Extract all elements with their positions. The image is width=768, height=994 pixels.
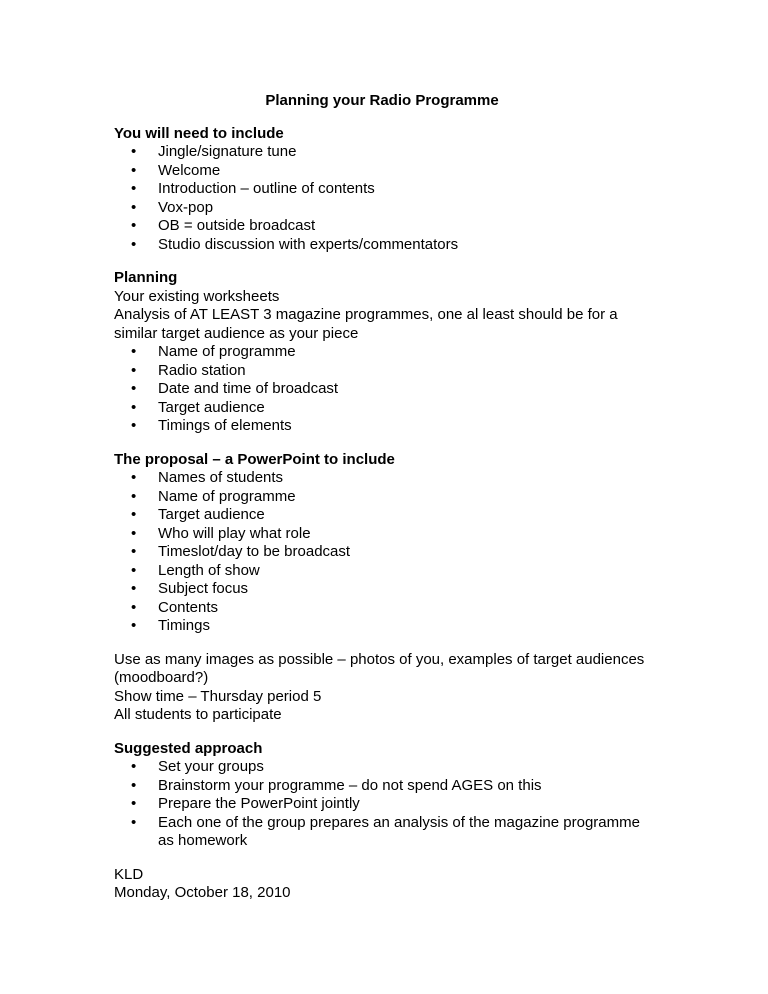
bullet-icon: • [131, 795, 137, 812]
list-item: • Timings of elements [131, 417, 292, 434]
bullet-icon: • [131, 813, 137, 831]
list-item: • Radio station [131, 361, 246, 379]
list-item: • Timeslot/day to be broadcast [131, 543, 351, 560]
bullet-icon: • [131, 398, 137, 416]
include-list [114, 143, 654, 254]
bullet-icon: • [131, 161, 137, 179]
bullet-icon: • [131, 198, 137, 216]
list-item: • Each one of the group prepares an analysis of the magazine programme as homework [131, 813, 640, 849]
author-initials: KLD [114, 865, 144, 883]
bullet-icon: • [131, 598, 137, 616]
planning-list [114, 343, 654, 436]
showtime-line: Show time – Thursday period 5 [114, 687, 322, 705]
list-item: • Target audience [131, 398, 265, 416]
list-item: • Contents [131, 598, 219, 616]
bullet-icon: • [131, 380, 137, 397]
document-date: Monday, October 18, 2010 [114, 884, 291, 901]
section-heading-proposal: The proposal – a PowerPoint to include [114, 450, 395, 468]
list-item: • Introduction – outline of contents [131, 180, 375, 197]
bullet-icon: • [131, 506, 137, 523]
bullet-icon: • [131, 543, 137, 560]
list-item: • Date and time of broadcast [131, 380, 339, 397]
bullet-icon: • [131, 524, 137, 542]
list-item: • Set your groups [131, 758, 264, 775]
bullet-icon: • [131, 180, 137, 197]
list-item: • Subject focus [131, 580, 249, 597]
participate-line: All students to participate [114, 706, 282, 723]
bullet-icon: • [131, 417, 137, 434]
list-item: • OB = outside broadcast [131, 217, 316, 234]
list-item: • Who will play what role [131, 524, 311, 542]
section-heading-include: You will need to include [114, 124, 284, 142]
list-item: • Target audience [131, 506, 265, 523]
bullet-icon: • [131, 217, 137, 234]
list-item: • Brainstorm your programme – do not spend AGES on this [131, 776, 542, 794]
bullet-icon: • [131, 143, 137, 160]
planning-line-analysis: Analysis of AT LEAST 3 magazine programmes, one al least should be for a similar target audience as your piece [114, 306, 618, 342]
bullet-icon: • [131, 487, 137, 505]
list-item: • Studio discussion with experts/commentators [131, 235, 459, 253]
bullet-icon: • [131, 469, 137, 486]
bullet-icon: • [131, 580, 137, 597]
bullet-icon: • [131, 617, 137, 634]
document-page [114, 92, 654, 903]
list-item: • Timings [131, 617, 210, 634]
proposal-list [114, 469, 654, 636]
list-item: • Names of students [131, 469, 284, 486]
bullet-icon: • [131, 758, 137, 775]
list-item: • Prepare the PowerPoint jointly [131, 795, 360, 812]
planning-line-worksheets: Your existing worksheets [114, 287, 280, 305]
section-heading-approach: Suggested approach [114, 739, 263, 757]
list-item: • Length of show [131, 561, 260, 579]
bullet-icon: • [131, 361, 137, 379]
list-item: • Vox-pop [131, 198, 214, 216]
bullet-icon: • [131, 343, 137, 360]
list-item: • Jingle/signature tune [131, 143, 297, 160]
list-item: • Name of programme [131, 343, 296, 360]
bullet-icon: • [131, 561, 137, 579]
document-title: Planning your Radio Programme [265, 92, 499, 109]
list-item: • Welcome [131, 161, 221, 179]
approach-list [114, 758, 654, 851]
images-line: Use as many images as possible – photos of you, examples of target audiences (moodboard?) [114, 650, 645, 686]
bullet-icon: • [131, 776, 137, 794]
section-heading-planning: Planning [114, 269, 178, 286]
list-item: • Name of programme [131, 487, 296, 505]
bullet-icon: • [131, 235, 137, 253]
